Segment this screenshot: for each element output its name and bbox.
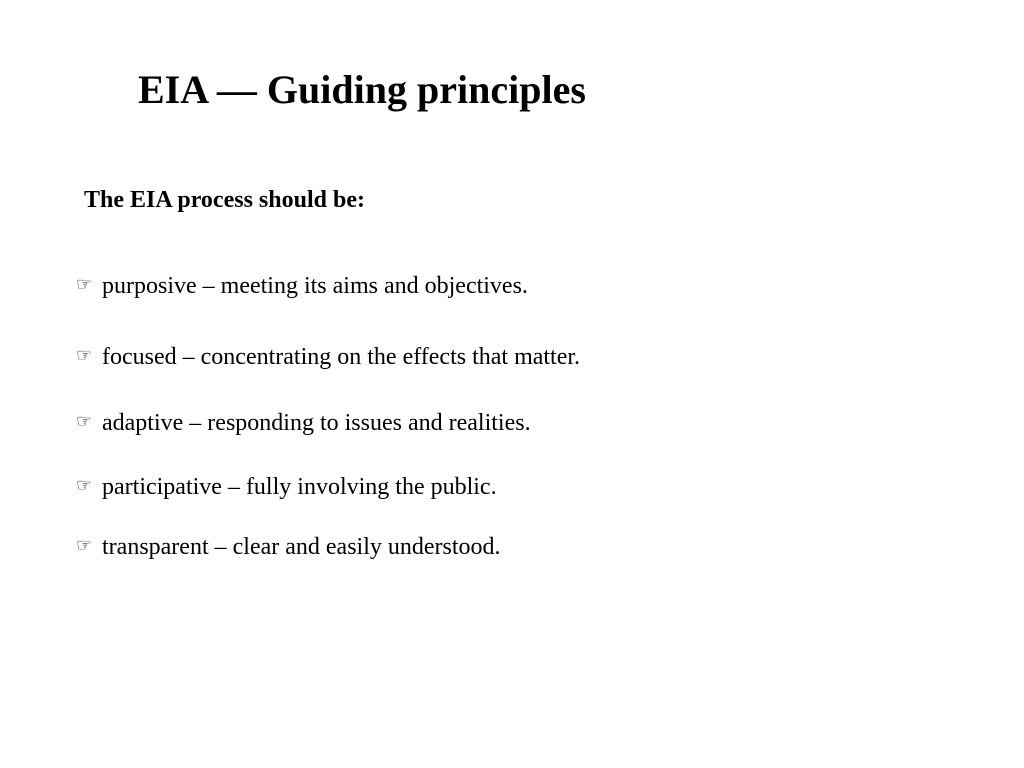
bullet-text: adaptive – responding to issues and realities. bbox=[102, 410, 531, 436]
bullet-text: focused – concentrating on the effects that matter. bbox=[102, 344, 581, 370]
bullet-text: purposive – meeting its aims and objectives. bbox=[102, 273, 528, 299]
pointing-hand-icon: ☞ bbox=[76, 535, 93, 556]
bullet-item bbox=[76, 471, 497, 503]
pointing-hand-icon: ☞ bbox=[76, 274, 93, 295]
bullet-item bbox=[76, 531, 501, 563]
bullet-text: transparent – clear and easily understood. bbox=[102, 534, 501, 560]
slide-title: EIA — Guiding principles bbox=[138, 67, 586, 112]
bullet-item bbox=[76, 407, 531, 439]
pointing-hand-icon: ☞ bbox=[76, 345, 93, 366]
bullet-item bbox=[76, 341, 580, 373]
bullet-item bbox=[76, 270, 528, 302]
pointing-hand-icon: ☞ bbox=[76, 475, 93, 496]
pointing-hand-icon: ☞ bbox=[76, 411, 93, 432]
slide-subtitle: The EIA process should be: bbox=[84, 187, 365, 213]
bullet-text: participative – fully involving the public. bbox=[102, 474, 497, 500]
